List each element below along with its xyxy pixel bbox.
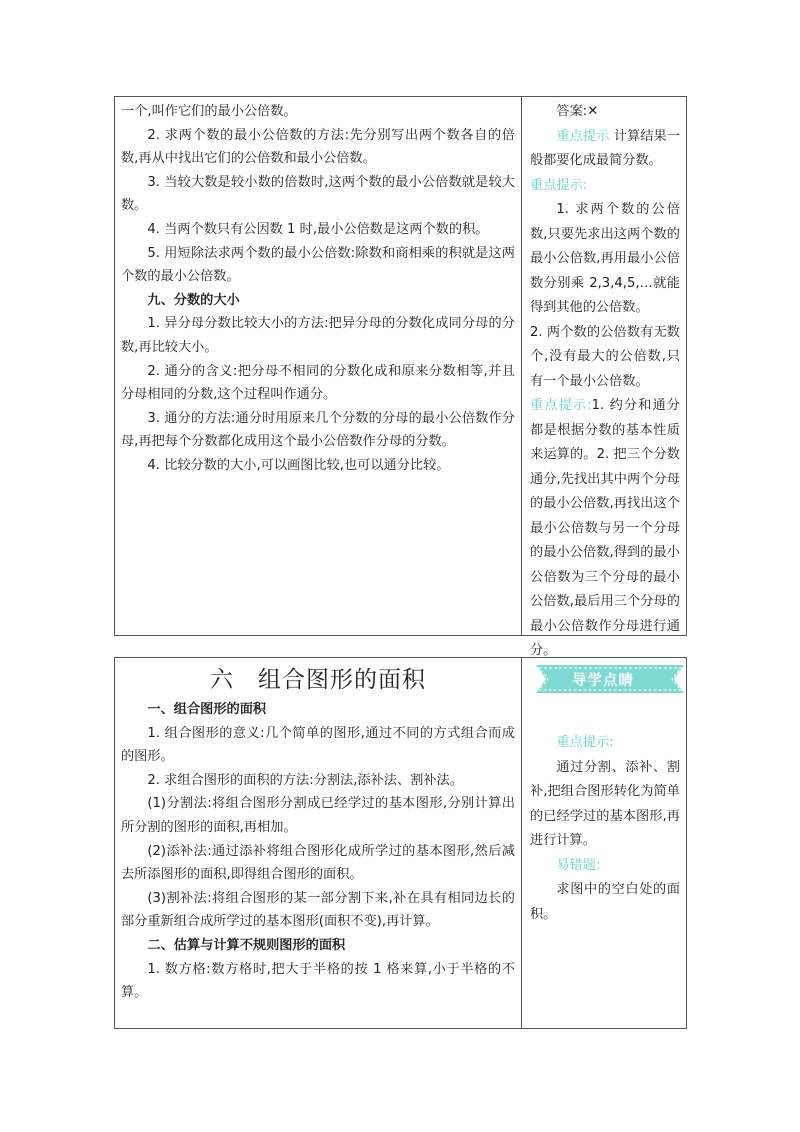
hint-label: 重点提示: xyxy=(530,398,592,413)
paragraph: 2. 通分的含义:把分母不相同的分数化成和原来分数相等,并且分母相同的分数,这个过程叫作通分。 xyxy=(121,363,515,403)
notes-column xyxy=(115,97,521,478)
paragraph: (3)割补法:将组合图形的某一部分割下来,补在具有相同边长的部分重新组合成所学过的基本图形(面积不变),再计算。 xyxy=(121,890,515,930)
section-heading: 二、估算与计算不规则图形的面积 xyxy=(147,937,346,953)
paragraph: 1. 数方格:数方格时,把大于半格的按 1 格来算,小于半格的不算。 xyxy=(121,961,515,1001)
notes-column xyxy=(115,658,521,1005)
paragraph: 一个,叫作它们的最小公倍数。 xyxy=(121,104,297,119)
hint-label-line xyxy=(530,731,680,756)
chapter-title: 六 组合图形的面积 xyxy=(210,667,426,693)
paragraph: 2. 求两个数的最小公倍数的方法:先分别写出两个数各自的倍数,再从中找出它们的公倍数和最小公倍数。 xyxy=(121,127,515,167)
tips-column xyxy=(522,97,686,664)
paragraph: (1)分割法:将组合图形分割成已经学过的基本图形,分别计算出所分割的图形的面积,再相加。 xyxy=(121,796,515,835)
hint-2-text-1: 1. 求两个数的公倍数,只要先求出这两个数的最小公倍数,再用最小公倍数分别乘 2,3,4,5,…就能得到其他的公倍数。 xyxy=(530,202,680,315)
paragraph: 4. 比较分数的大小,可以画图比较,也可以通分比较。 xyxy=(147,457,450,473)
paragraph: 4. 当两个数只有公因数 1 时,最小公倍数是这两个数的积。 xyxy=(147,221,489,237)
hint-text: 通过分割、添补、割补,把组合图形转化为简单的已经学过的基本图形,再进行计算。 xyxy=(530,759,680,848)
error-text: 求图中的空白处的面积。 xyxy=(530,882,680,922)
hint-2-text-2: 2. 两个数的公倍数有无数个,没有最大的公倍数,只有一个最小公倍数。 xyxy=(530,324,680,389)
guide-banner-text: 导学点睛 xyxy=(572,672,634,689)
paragraph: 1. 组合图形的意义:几个简单的图形,通过不同的方式组合而成的图形。 xyxy=(121,725,515,765)
section-heading: 九、分数的大小 xyxy=(147,292,240,308)
hint-text: 1. 约分和通分都是根据分数的基本性质来运算的。2. 把三个分数通分,先找出其中两个分母的最小公倍数,再找出这个最小公倍数与另一个分母的最小公倍数,得到的最小公倍数为三个分母的最小公倍数,最后用三个分母的最小公倍数作分母进行通分。 xyxy=(530,398,680,658)
answer-line xyxy=(530,100,680,125)
hint-text: 计算结果一般都要化成最简分数。 xyxy=(530,128,680,168)
guide-banner-ribbon xyxy=(536,665,670,693)
hint-2-label xyxy=(530,174,680,199)
notes-body xyxy=(121,100,515,478)
answer-label: 答案: xyxy=(556,104,588,119)
answer-cross-mark: ✕ xyxy=(587,104,599,119)
notes-table-2 xyxy=(114,657,687,1029)
error-label-line xyxy=(530,854,680,879)
paragraph: (2)添补法:通过添补将组合图形化成所学过的基本图形,然后减去所添图形的面积,即得组合图形的面积。 xyxy=(121,843,515,883)
error-label: 易错题: xyxy=(556,857,601,873)
hint-label: 重点提示: xyxy=(530,177,588,193)
notes-body xyxy=(121,698,515,1005)
paragraph: 3. 通分的方法:通分时用原来几个分数的分母的最小公倍数作分母,再把每个分数都化成用这个最小公倍数作分母的分数。 xyxy=(121,410,515,450)
guide-banner xyxy=(530,665,680,695)
hint-1 xyxy=(530,125,680,174)
hint-label: 重点提示 xyxy=(556,128,610,144)
hint-3 xyxy=(530,394,680,664)
tips-column xyxy=(522,658,686,927)
paragraph: 2. 求组合图形的面积的方法:分割法,添补法、割补法。 xyxy=(147,772,463,788)
notes-table-1 xyxy=(114,96,687,658)
paragraph: 3. 当较大数是较小数的倍数时,这两个数的最小公倍数就是较大数。 xyxy=(121,174,515,214)
paragraph: 5. 用短除法求两个数的最小公倍数:除数和商相乘的积就是这两个数的最小公倍数。 xyxy=(121,245,515,285)
section-heading: 一、组合图形的面积 xyxy=(147,702,267,717)
hint-label: 重点提示: xyxy=(556,735,614,750)
paragraph: 1. 异分母分数比较大小的方法:把异分母的分数化成同分母的分数,再比较大小。 xyxy=(121,316,515,355)
